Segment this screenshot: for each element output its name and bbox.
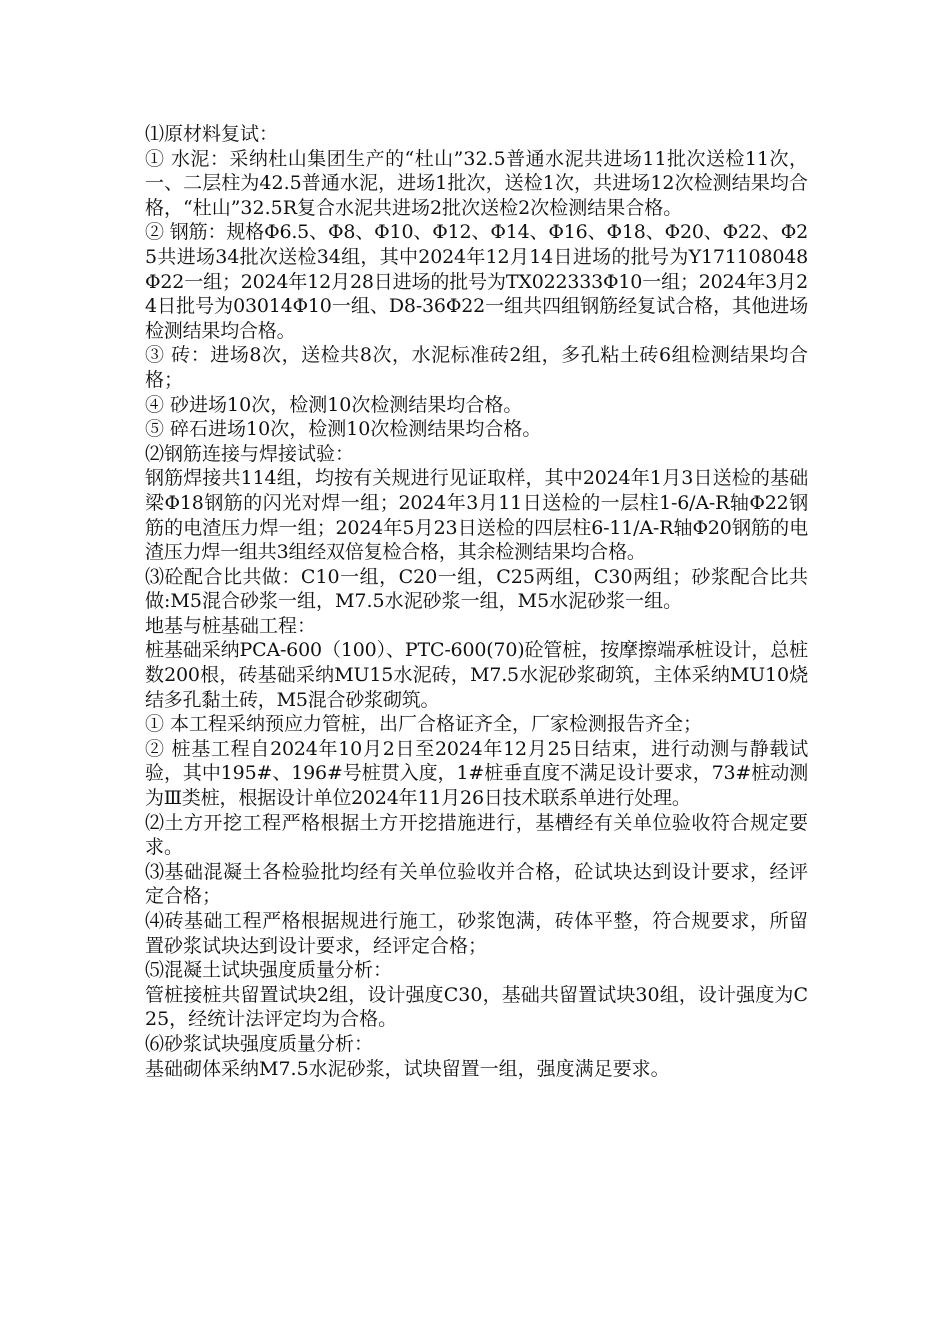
heading-rebar-welding: ⑵钢筋连接与焊接试验： — [145, 442, 355, 465]
paragraph-gravel: ⑤ 碎石进场10次，检测10次检测结果均合格。 — [145, 418, 542, 441]
paragraph-sand: ④ 砂进场10次，检测10次检测结果均合格。 — [145, 393, 523, 416]
paragraph-prestressed-pile: ① 本工程采纳预应力管桩，出厂合格证齐全，厂家检测报告齐全； — [145, 713, 703, 736]
paragraph-pile-foundation: 桩基础采纳PCA-600（100）、PTC-600(70)砼管桩，按摩擦端承桩设计，总桩数200根，砖基础采纳MU15水泥砖，M7.5水泥砂浆砌筑，主体采纳MU10烧结多孔黏土砖，M5混合砂浆砌筑。 — [145, 639, 808, 711]
document-body — [145, 122, 808, 1081]
paragraph-test-blocks: 管桩接桩共留置试块2组，设计强度C30，基础共留置试块30组，设计强度为C25，经统计法评定均为合格。 — [145, 983, 808, 1031]
paragraph-welding: 钢筋焊接共114组，均按有关规进行见证取样，其中2024年1月3日送检的基础梁Φ18钢筋的闪光对焊一组；2024年3月11日送检的一层柱1-6/A-R轴Φ22钢筋的电渣压力焊一组；2024年5月23日送检的四层柱6-11/A-R轴Φ20钢筋的电渣压力焊一组共3组经双倍复检合格，其余检测结果均合格。 — [145, 467, 808, 564]
paragraph-mix-ratio: ⑶砼配合比共做：C10一组，C20一组，C25两组，C30两组；砂浆配合比共做:M5混合砂浆一组，M7.5水泥砂浆一组，M5水泥砂浆一组。 — [145, 565, 808, 613]
paragraph-rebar: ② 钢筋：规格Φ6.5、Φ8、Φ10、Φ12、Φ14、Φ16、Φ18、Φ20、Φ22、Φ25共进场34批次送检34组，其中2024年12月14日进场的批号为Y171108048Φ22一组；2024年12月28日进场的批号为TX022333Φ10一组；2024年3月24日批号为03014Φ10一组、D8-36Φ22一组共四组钢筋经复试合格，其他进场检测结果均合格。 — [145, 221, 808, 342]
heading-mortar-strength: ⑹砂浆试块强度质量分析： — [145, 1032, 374, 1055]
paragraph-masonry-mortar: 基础砌体采纳M7.5水泥砂浆，试块留置一组，强度满足要求。 — [145, 1057, 670, 1080]
paragraph-pile-testing: ② 桩基工程自2024年10月2日至2024年12月25日结束，进行动测与静载试验，其中195#、196#号桩贯入度，1#桩垂直度不满足设计要求，73#桩动测为Ⅲ类桩，根据设计单位2024年11月26日技术联系单进行处理。 — [145, 737, 808, 810]
heading-raw-material-retest: ⑴原材料复试： — [145, 123, 279, 145]
paragraph-brick: ③ 砖：进场8次，送检共8次，水泥标准砖2组，多孔粘土砖6组检测结果均合格； — [145, 344, 808, 391]
paragraph-cement: ① 水泥：采纳杜山集团生产的“杜山”32.5普通水泥共进场11批次送检11次，一、二层柱为42.5普通水泥，进场1批次，送检1次，共进场12次检测结果均合格，“杜山”32.5R复合水泥共进场2批次送检2次检测结果合格。 — [145, 147, 808, 219]
heading-foundation: 地基与桩基础工程： — [145, 614, 317, 637]
paragraph-concrete-inspection: ⑶基础混凝土各检验批均经有关单位验收并合格，砼试块达到设计要求，经评定合格； — [145, 860, 808, 908]
paragraph-brick-foundation: ⑷砖基础工程严格根据规进行施工，砂浆饱满，砖体平整，符合规要求，所留置砂浆试块达到设计要求，经评定合格； — [145, 910, 808, 957]
paragraph-earthwork: ⑵土方开挖工程严格根据土方开挖措施进行，基槽经有关单位验收符合规定要求。 — [145, 811, 808, 859]
heading-concrete-strength: ⑸混凝土试块强度质量分析： — [145, 959, 393, 982]
